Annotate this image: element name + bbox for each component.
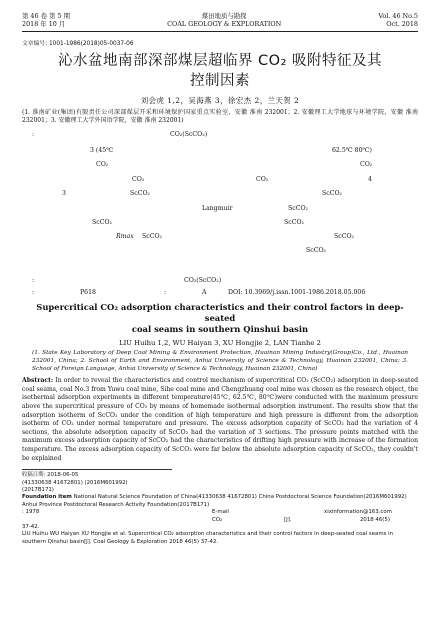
classification-value: P618 <box>80 289 96 297</box>
abstract-zh-fragment: ScCO₂ <box>284 219 304 227</box>
fund-zh-2: (2017B171) <box>22 486 54 493</box>
chinese-authors: 刘会虎 1,2，吴海燕 3，徐宏杰 2，兰天贺 2 <box>140 96 300 105</box>
header-rule <box>22 31 418 32</box>
abstract-zh-fragment: ScCO₂ <box>142 233 162 241</box>
cite-mid2: [J]. <box>284 516 292 523</box>
abstract-zh-fragment: ScCO₂ <box>92 219 112 227</box>
header-journal-zh: 煤田地质与勘探 <box>201 12 247 20</box>
bio-email: xixinformation@163.com <box>324 509 392 516</box>
cite-pages: 37-42. <box>22 523 40 530</box>
citation-zh <box>22 517 418 524</box>
abstract-zh-fragment: : <box>32 131 35 139</box>
chinese-meta <box>22 277 418 299</box>
english-abstract <box>22 377 418 463</box>
abstract-zh-fragment: 3 <box>62 190 66 198</box>
abstract-zh-fragment: ScCO₂ <box>288 205 308 213</box>
header-journal <box>167 12 281 28</box>
abstract-zh-fragment: CO₂ <box>96 161 109 169</box>
abstract-label: Abstract: <box>22 377 54 385</box>
header-journal-en: COAL GEOLOGY & EXPLORATION <box>167 20 282 28</box>
abstract-zh-fragment: ScCO₂ <box>130 190 150 198</box>
bio-email-label: E-mail <box>212 509 229 516</box>
received-date: 收稿日期: 2018-06-05 <box>22 472 79 479</box>
header-volume-zh: 第 46 卷 第 5 期 <box>22 12 70 20</box>
abstract-zh-fragment: 4 <box>368 176 372 184</box>
abstract-zh-fragment: CO₂(ScCO₂) <box>170 131 208 139</box>
english-title <box>22 302 418 335</box>
header-vol-no: Vol. 46 No.5 <box>378 12 418 20</box>
chinese-affiliations: (1. 淮南矿业(集团)有限责任公司深部煤层开采和环境保护国家重点实验室，安徽 淮南 232001；2. 安徽理工大学地球与环境学院，安徽 淮南 232001；3. 安徽理工大学外国语学院，安徽 淮南 232001) <box>22 109 418 125</box>
header-date-en: Oct. 2018 <box>386 20 418 28</box>
chinese-title-line2: 控制因素 <box>190 73 250 89</box>
abstract-zh-fragment: CO₂ <box>132 176 145 184</box>
cite-mid: CO₂ <box>212 516 223 523</box>
abstract-zh-fragment: ScCO₂ <box>334 233 354 241</box>
footnotes <box>22 472 418 546</box>
abstract-text: In order to reveal the characteristics and control mechanism of supercritical CO₂ (ScCO₂) adsorption in deep-seated coal seams, coal No.3 from Yuwu coal mine, Sihe coal mine and Chengzhuang coal mine was chosen as the research object, the isothermal adsorption experiments in different temperature(45℃, 62.5℃, 80℃)were conducted with the maximum pressure above the supercritical pressure of CO₂ by means of homemade isothermal adsorption instrument. The results show that the adsorption isotherm of ScCO₂ under the condition of high temperature and high pressure is different from the adsorption isotherm of CO₂ under normal temperature and pressure. The excess adsorption capacity of ScCO₂ had the variation of 4 sections, the absolute adsorption capacity of ScCO₂ had the variation of 3 sections. The pressure points matched with the maximum excess adsorption capacity of ScCO₂ had the characteristics of drifting high pressure with increase of the formation temperature. The excess adsorption capacity of ScCO₂ were far below the absolute adsorption capacity of ScCO₂, they couldn't be explained <box>22 377 418 462</box>
doc-code-value: A <box>202 289 207 297</box>
author-bio <box>22 509 418 516</box>
abstract-zh-fragment: ScCO₂ <box>322 190 342 198</box>
header-date-zh: 2018 年 10 月 <box>22 20 66 28</box>
abstract-zh-fragment: Langmuir <box>202 205 233 213</box>
classification-label: : <box>32 289 35 297</box>
footnote-rule <box>22 469 172 470</box>
chinese-abstract <box>22 129 418 277</box>
header-volume-issue <box>22 12 70 28</box>
abstract-zh-fragment: Rmax <box>116 233 134 241</box>
chinese-title-line1: 沁水盆地南部深部煤层超临界 CO₂ 吸附特征及其 <box>57 53 383 69</box>
foundation-text: National Natural Science Foundation of China(41330638 41672801) China Postdoctoral Science Foundation(2016M601992) Anhui Province Postdoctoral Research Activity Foundation(2017B171) <box>22 494 407 508</box>
bio-left: : 1978 <box>22 509 40 516</box>
english-title-line2: coal seams in southern Qinshui basin <box>131 324 309 335</box>
abstract-zh-fragment: 62.5℃ 80℃) <box>332 147 372 155</box>
foundation-item <box>22 494 418 509</box>
foundation-label: Foundation item <box>22 494 72 501</box>
citation-en: LIU Huihu WU Haiyan XU Hongjie et al. Supercritical CO₂ adsorption characteristics and their control factors in deep-seated coal seams in southern Qinshui basin[J]. Coal Geology & Exploration 2018 46(5) 37-42. <box>22 531 394 545</box>
chinese-title <box>22 51 418 91</box>
abstract-zh-fragment: CO₂ <box>360 161 373 169</box>
english-title-line1: Supercritical CO₂ adsorption characteristics and their control factors in deep-seated <box>36 302 404 324</box>
cite-year: 2018 46(5) <box>360 516 390 523</box>
english-authors: LIU Huihu 1,2, WU Haiyan 3, XU Hongjie 2, LAN Tianhe 2 <box>119 339 321 348</box>
keywords-zh-label: : <box>32 277 35 285</box>
abstract-zh-fragment: ScCO₂ <box>306 247 326 255</box>
english-affiliations: (1. State Key Laboratory of Deep Coal Mining & Environment Protection, Huainan Mining Industry(Group)Co., Ltd., Huainan 232001, China; 2. School of Earth and Environment, Anhui University of Science & Technology, Huainan 232001, China; 3. School of Foreign Language, Anhui University of Science & Technology, Huainan 232001, China) <box>32 350 408 372</box>
article-number: 文章编号: 1001-1986(2018)05-0037-06 <box>22 41 134 47</box>
header-volume-en <box>378 12 418 28</box>
abstract-zh-fragment: 3 (45℃ <box>90 147 114 155</box>
doc-code-label: : <box>164 289 167 297</box>
keywords-zh-value: CO₂(ScCO₂) <box>184 277 222 285</box>
abstract-zh-fragment: CO₂ <box>256 176 269 184</box>
running-header <box>22 0 418 28</box>
fund-zh: (41330638 41672801) (2016M601992) <box>22 479 128 486</box>
doi: DOI: 10.3969/j.issn.1001-1986.2018.05.006 <box>228 289 366 297</box>
